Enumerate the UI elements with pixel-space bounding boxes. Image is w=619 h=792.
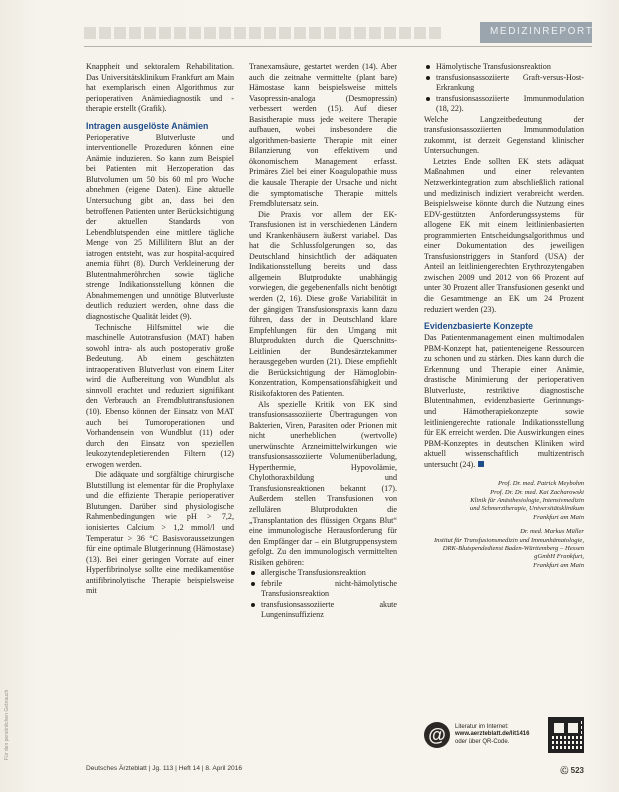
header-decoration [84,22,480,43]
paragraph: Technische Hilfsmittel wie die maschinelle Autotransfusion (MAT) haben sowohl intra- als auch postoperativ große Bedeutung. Ab einem geschätzten intraoperativen Blutverlust von einem Liter wird die Aufbereitung von Wundblut als sinnvoll erachtet und reduziert signifikant den Verbrauch an Fremdbluttransfusionen (10). Ebenso können der Einsatz von MAT auch bei Tumoroperationen und Vorhandensein von Wundblut (11) oder durch den Einsatz von speziellen leukozytendepletierenden Filtern (12) erwogen werden. [86,322,234,469]
column-2 [249,62,397,621]
header-rule [84,46,592,47]
paragraph: Die adäquate und sorgfältige chirurgische Blutstillung ist elementar für die Prophylaxe und die effiziente Therapie perioperativer Blutungen. Darüber sind physiologische Rahmenbedingungen wie pH > 7,2, ionisiertes Calcium > 1,2 mmol/l und Temperatur > 36 °C Basisvoraussetzungen für eine optimale Blutgerinnung (Hämostase) (13). Bei einer geringen Vorrate auf einer Hyperfibrinolyse sollte eine medikamentöse antifibrinolytische Therapie beispielsweise mit [86,470,234,596]
bullet-list [424,62,584,115]
list-item: transfusionsassoziierte akute Lungeninsuffizienz [249,600,397,621]
paragraph: Knappheit und sektoralem Rehabilitation. Das Universitätsklinikum Frankfurt am Main hat exemplarisch einen Algorithmus zur perioperativen Anämiediagnostik und -therapie erstellt (Grafik). [86,62,234,114]
section-label: MEDIZINREPORT [480,22,592,43]
page-footer [86,765,584,776]
author-info [424,480,584,570]
paragraph: Die Praxis vor allem der EK-Transfusionen ist in verschiedenen Ländern und Krankenhäusern äußerst variabel. Das hat die Schlussfolgerungen so, das Deutschland hinsichtlich der adäquaten Indikationsstellung bereits und dass allgemein Blutprodukte unabhängig vorwiegen, die gegebenenfalls nicht benötigt werden (2, 16). Diese große Variabilität in der gängigen Transfusionspraxis kann dazu führen, dass der in Deutschland klare Empfehlungen für den Umgang mit Blutprodukten durch die Querschnitts-Leitlinien der Bundesärztekammer herausgegeben wurden (21). Diese empfiehlt die Berücksichtigung der Hämoglobin-Konzentration, Kompensationsfähigkeit und Risikofaktoren des Patienten. [249,209,397,398]
list-item: Hämolytische Transfusionsreaktion [424,62,584,73]
paragraph: Letztes Ende sollten EK stets adäquat Maßnahmen und einer relevanten Netzwerkintegration zum abschließlich rational und medizinisch indiziert verabreicht werden. Beispielsweise könnte durch die Nutzung eines EDV-gestützten Anforderungssystems für allogene EK mit einem leitlinienbasierten programmierten Entscheidungsalgorithmus und einer Dokumentation des jeweiligen Transfusionstriggers in Stanford (USA) der Anteil an leitliniengerechten Erythrozytengaben zwischen 2009 und 2012 von 66 Prozent auf unter 30 Prozent aller Transfusionen gesenkt und die Gesamtmenge an EK um 24 Prozent reduziert werden (23). [424,156,584,314]
paragraph: Welche Langzeitbedeutung der transfusionsassoziierten Immunmodulation zukommt, ist derzeit Gegenstand klinischer Untersuchungen. [424,114,584,156]
side-watermark: Für den persönlichen Gebrauch [4,689,10,760]
literature-label: Literatur im Internet: [455,723,509,730]
at-sign-icon: @ [424,722,450,748]
list-item: febrile nicht-hämolytische Transfusionsreaktion [249,579,397,600]
literature-text [455,724,543,747]
paragraph: Perioperative Blutverluste und interventionelle Prozeduren können eine Anämie induzieren. So kann zum Beispiel bei Patienten mit Herzoperation das Blutvolumen um 50 bis 60 ml pro Woche abnehmen (eigene Daten). Eine aktuelle Untersuchung gibt an, dass bei den betroffenen Patienten unter Berücksichtigung der aktuellen Standards von Lebendblutspenden eine mittlere tägliche Menge von 25 Millilitern Blut an der iatrogen entsteht, was zur hospital-acquired anemia führt (8). Durch Verkleinerung der Blutentnahmeröhrchen sowie tägliche strenge Indikationsstellung können die Abnahmemengen und unnötige Blutverluste deutlich reduziert werden, ohne dass die diagnostische Qualität leidet (9). [86,132,234,322]
paragraph: Tranexamsäure, gestartet werden (14). Aber auch die zeitnahe vermittelte (plant bare) Hämostase kann beispielsweise mittels Vasopressin-analoga (Desmopressin) verbessert werden (15). Auf dieser Basistherapie muss jede weitere Therapie aufbauen, wobei insbesondere die algorithmen-basierte Therapie mit einer Bilanzierung von effektivem und ökonomischem Management erfasst. Primäres Ziel bei einer Koagulopathie muss die kausale Therapie der Ursache und nicht die symptomatische Therapie mittels Fremdblutersatz sein. [249,62,397,209]
literature-box [424,714,584,756]
paragraph [424,333,584,470]
author-name: Dr. med. Markus Müller [520,528,584,536]
end-of-article-square-icon [478,461,484,467]
column-3 [424,62,584,576]
author-block [424,480,584,522]
section-header [84,22,592,43]
page-number: Ⓒ 523 [560,766,584,775]
column-1 [86,62,234,597]
subheading: Evidenzbasierte Konzepte [424,321,534,332]
qr-code-icon[interactable] [548,717,584,753]
list-item: allergische Transfusionsreaktion [249,568,397,579]
author-affiliation: Institut für Transfusionsmedizin und Immunhämatologie, DRK-Blutspendedienst Baden-Württemberg – Hessen gGmbH Frankfurt, Frankfurt am Main [433,536,584,569]
author-affiliation: Prof. Dr. Dr. med. Kai Zacharowski Klinik für Anästhesiologie, Intensivmedizin und Schmerztherapie, Universitätsklinikum Frankfurt am Main [469,488,584,521]
list-item: transfusionsassoziierte Immunmodulation (18, 22). [424,94,584,115]
bullet-list [249,568,397,621]
author-name: Prof. Dr. med. Patrick Meybohm [497,480,584,488]
literature-link[interactable]: www.aerzteblatt.de/lit1416 [455,731,530,738]
journal-citation: Deutsches Ärzteblatt | Jg. 113 | Heft 14 | 8. April 2016 [86,765,243,772]
list-item: transfusionsassoziierte Graft-versus-Host-Erkrankung [424,73,584,94]
literature-qr-note: oder über QR-Code. [455,738,510,745]
paragraph-text: Das Patientenmanagement einen multimodalen PBM-Konzept hat, patienteneigene Ressourcen zu schonen und zu stärken. Dies kann durch die Erkennung und Therapie einer Anämie, drastische Minimierung der perioperativen Blutverluste, restriktive diagnostische Blutentnahmen, evidenzbasierte Gerinnungs- und Hämotherapiekonzepte sowie leitliniengerechte rationale Indikationsstellung für EK erreicht werden. Die Auswirkungen eines PBM-Konzeptes in deutschen Kliniken wird aktuell wissenschaftlich multizentrisch untersucht (24). [424,333,584,469]
author-block [424,528,584,570]
paragraph: Als spezielle Kritik von EK sind transfusionsassoziierte Übertragungen von Bakterien, Viren, Parasiten oder Prionen mit nicht unerheblichen (wertvolle) unerwünschte Arzneimittelwirkungen wie transfusionsassoziierte Volumenüberladung, Hyperthermie, Hypovolämie, Chylothoraxbildung und Transfusionsreaktionen bekannt (17). Außerdem stellen Transfusionen von zellulären Blutprodukten die „Transplantation des flüssigen Organs Blut“ eine immunologische Herausforderung für den Empfänger dar – ein Blutgruppensystem gefolgt. Zu den immunologisch vermittelten Risiken gehören: [249,399,397,567]
subheading: Intragen ausgelöste Anämien [86,120,209,131]
